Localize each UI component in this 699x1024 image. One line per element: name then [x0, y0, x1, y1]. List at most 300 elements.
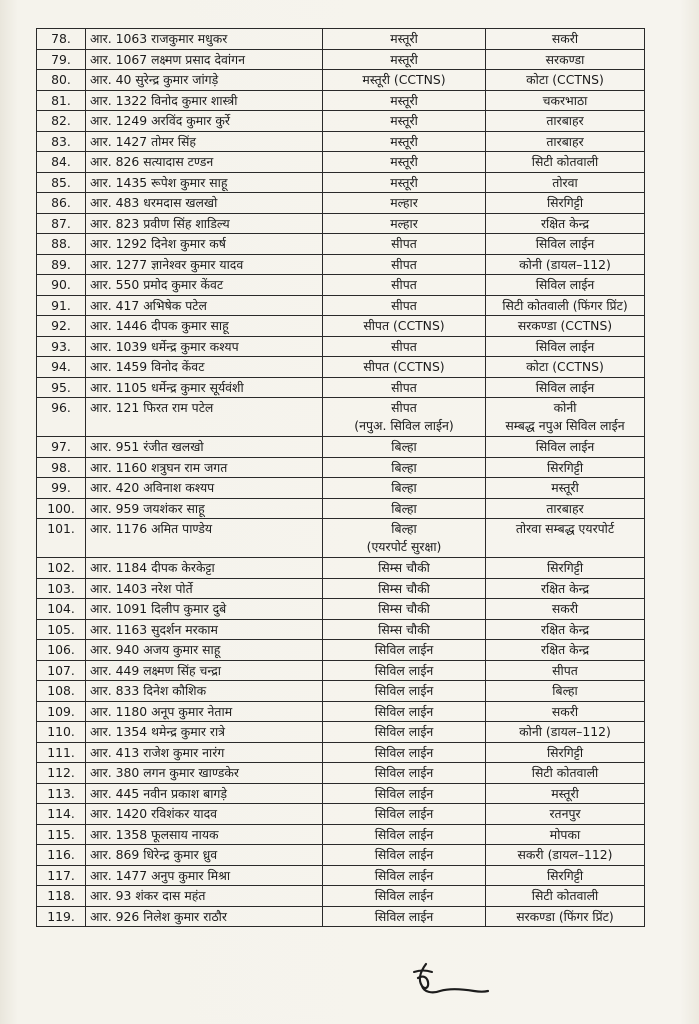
- name-cell-line: आर. 1039 धर्मेन्द्र कुमार कश्यप: [90, 338, 239, 354]
- from-station-cell: [323, 681, 486, 702]
- table-row: [37, 90, 645, 111]
- name-cell: [86, 906, 323, 927]
- to-station-cell-line: सरकण्डा (CCTNS): [517, 318, 613, 333]
- serial-cell: [37, 90, 86, 111]
- to-station-cell-line: सिविल लाईन: [535, 277, 595, 292]
- serial-cell: [37, 660, 86, 681]
- serial-cell: [37, 804, 86, 825]
- serial-cell-line: 79.: [51, 51, 71, 67]
- name-cell: [86, 804, 323, 825]
- from-station-cell-line: बिल्हा: [391, 521, 417, 536]
- to-station-cell-line: सकरी: [551, 703, 579, 719]
- serial-cell-line: 87.: [51, 215, 71, 231]
- serial-cell: [37, 824, 86, 845]
- from-station-cell-line: सीपत: [391, 400, 417, 415]
- serial-cell-line: 89.: [51, 256, 71, 272]
- from-station-cell-line: सिम्स चौकी: [378, 560, 430, 575]
- name-cell: [86, 295, 323, 316]
- name-cell: [86, 29, 323, 50]
- name-cell: [86, 457, 323, 478]
- name-cell-line: आर. 826 सत्यादास टण्डन: [90, 154, 214, 169]
- from-station-cell: [323, 742, 486, 763]
- name-cell: [86, 681, 323, 702]
- to-station-cell-line: रक्षित केन्द्र: [540, 642, 590, 657]
- to-station-cell-line: सम्बद्ध नपुअ सिविल लाईन: [505, 418, 625, 433]
- serial-cell: [37, 886, 86, 907]
- table-row: [37, 131, 645, 152]
- serial-cell: [37, 619, 86, 640]
- from-station-cell-line: मस्तूरी: [390, 113, 418, 128]
- to-station-cell: [486, 701, 645, 722]
- serial-cell-line: 92.: [51, 318, 71, 333]
- from-station-cell-line: सिविल लाईन: [374, 703, 434, 719]
- table-row: [37, 599, 645, 620]
- name-cell: [86, 824, 323, 845]
- name-cell-line: आर. 1160 शत्रुघन राम जगत: [90, 459, 228, 475]
- name-cell: [86, 70, 323, 91]
- table-row: [37, 49, 645, 70]
- from-station-cell: [323, 906, 486, 927]
- name-cell: [86, 234, 323, 255]
- table-row: [37, 701, 645, 722]
- from-station-cell-line: सिविल लाईन: [374, 826, 434, 842]
- table-row: [37, 519, 645, 558]
- to-station-cell: [486, 886, 645, 907]
- table-row: [37, 478, 645, 499]
- table-row: [37, 29, 645, 50]
- serial-cell: [37, 29, 86, 50]
- name-cell-line: आर. 951 रंजीत खलखो: [90, 439, 204, 454]
- name-cell-line: आर. 1163 सुदर्शन मरकाम: [90, 621, 218, 637]
- serial-cell-line: 105.: [47, 621, 75, 637]
- name-cell: [86, 193, 323, 214]
- name-cell-line: आर. 1358 फूलसाय नायक: [90, 826, 219, 842]
- table-row: [37, 824, 645, 845]
- from-station-cell: [323, 29, 486, 50]
- serial-cell-line: 90.: [51, 277, 71, 292]
- to-station-cell-line: तारबाहर: [546, 133, 584, 149]
- from-station-cell-line: मस्तूरी: [390, 133, 418, 149]
- from-station-cell-line: मस्तूरी: [390, 154, 418, 169]
- table-row: [37, 377, 645, 398]
- name-cell: [86, 763, 323, 784]
- from-station-cell-line: सिविल लाईन: [374, 642, 434, 657]
- transfer-table-body: [37, 29, 645, 927]
- to-station-cell: [486, 152, 645, 173]
- name-cell: [86, 213, 323, 234]
- from-station-cell-line: सीपत: [391, 256, 417, 272]
- table-row: [37, 152, 645, 173]
- serial-cell-line: 82.: [51, 113, 71, 128]
- table-row: [37, 316, 645, 337]
- to-station-cell: [486, 90, 645, 111]
- to-station-cell-line: रक्षित केन्द्र: [540, 215, 590, 231]
- to-station-cell: [486, 316, 645, 337]
- from-station-cell: [323, 640, 486, 661]
- serial-cell-line: 99.: [51, 480, 71, 495]
- from-station-cell-line: मस्तूरी: [390, 174, 418, 190]
- to-station-cell-line: सिविल लाईन: [535, 236, 595, 251]
- serial-cell-line: 108.: [47, 683, 75, 698]
- to-station-cell: [486, 498, 645, 519]
- from-station-cell: [323, 90, 486, 111]
- from-station-cell: [323, 213, 486, 234]
- name-cell-line: आर. 483 धरमदास खलखो: [90, 195, 218, 210]
- from-station-cell: [323, 254, 486, 275]
- to-station-cell: [486, 599, 645, 620]
- from-station-cell: [323, 498, 486, 519]
- serial-cell: [37, 316, 86, 337]
- from-station-cell-line: सिविल लाईन: [374, 765, 434, 780]
- serial-cell: [37, 681, 86, 702]
- from-station-cell: [323, 377, 486, 398]
- name-cell: [86, 701, 323, 722]
- to-station-cell-line: सिरगिट्टी: [546, 195, 584, 210]
- name-cell: [86, 660, 323, 681]
- from-station-cell: [323, 886, 486, 907]
- table-row: [37, 254, 645, 275]
- to-station-cell: [486, 640, 645, 661]
- to-station-cell-line: सिरगिट्टी: [546, 459, 584, 475]
- serial-cell-line: 98.: [51, 459, 71, 475]
- name-cell: [86, 254, 323, 275]
- from-station-cell: [323, 234, 486, 255]
- serial-cell-line: 100.: [47, 500, 75, 516]
- to-station-cell-line: रक्षित केन्द्र: [540, 580, 590, 596]
- serial-cell: [37, 519, 86, 558]
- to-station-cell-line: तारबाहर: [546, 113, 584, 128]
- to-station-cell-line: मस्तूरी: [551, 480, 579, 495]
- from-station-cell-line: सिविल लाईन: [374, 662, 434, 678]
- from-station-cell: [323, 783, 486, 804]
- to-station-cell: [486, 275, 645, 296]
- to-station-cell: [486, 193, 645, 214]
- to-station-cell-line: सकरी: [551, 601, 579, 616]
- serial-cell-line: 86.: [51, 195, 71, 210]
- table-row: [37, 865, 645, 886]
- name-cell-line: आर. 1091 दिलीप कुमार दुबे: [90, 601, 227, 616]
- serial-cell: [37, 49, 86, 70]
- from-station-cell: [323, 275, 486, 296]
- to-station-cell-line: चकरभाठा: [542, 92, 588, 108]
- to-station-cell: [486, 660, 645, 681]
- to-station-cell-line: सकरी (डायल–112): [517, 847, 613, 862]
- table-row: [37, 742, 645, 763]
- from-station-cell: [323, 357, 486, 378]
- from-station-cell-line: सिविल लाईन: [374, 724, 434, 739]
- serial-cell: [37, 845, 86, 866]
- serial-cell: [37, 865, 86, 886]
- name-cell-line: आर. 1277 ज्ञानेश्वर कुमार यादव: [90, 256, 244, 272]
- to-station-cell: [486, 172, 645, 193]
- name-cell: [86, 398, 323, 437]
- name-cell-line: आर. 417 अभिषेक पटेल: [90, 297, 207, 313]
- to-station-cell: [486, 681, 645, 702]
- serial-cell: [37, 498, 86, 519]
- serial-cell-line: 107.: [47, 662, 75, 678]
- signature-image: [404, 958, 494, 998]
- serial-cell: [37, 701, 86, 722]
- serial-cell: [37, 213, 86, 234]
- to-station-cell-line: तोरवा: [552, 174, 578, 190]
- table-row: [37, 275, 645, 296]
- to-station-cell: [486, 336, 645, 357]
- from-station-cell: [323, 316, 486, 337]
- table-row: [37, 681, 645, 702]
- to-station-cell: [486, 619, 645, 640]
- table-row: [37, 437, 645, 458]
- to-station-cell-line: सीपत: [552, 662, 578, 678]
- name-cell-line: आर. 823 प्रवीण सिंह शाडिल्य: [90, 215, 230, 231]
- table-row: [37, 336, 645, 357]
- name-cell: [86, 722, 323, 743]
- serial-cell-line: 113.: [47, 785, 75, 801]
- name-cell: [86, 865, 323, 886]
- serial-cell-line: 116.: [47, 847, 75, 862]
- serial-cell-line: 81.: [51, 92, 71, 108]
- serial-cell-line: 97.: [51, 439, 71, 454]
- name-cell: [86, 783, 323, 804]
- to-station-cell: [486, 29, 645, 50]
- table-row: [37, 357, 645, 378]
- to-station-cell: [486, 49, 645, 70]
- name-cell-line: आर. 1292 दिनेश कुमार कर्ष: [90, 236, 226, 251]
- to-station-cell-line: सकरी: [551, 31, 579, 46]
- name-cell: [86, 172, 323, 193]
- to-station-cell: [486, 357, 645, 378]
- table-row: [37, 660, 645, 681]
- table-row: [37, 457, 645, 478]
- table-row: [37, 498, 645, 519]
- serial-cell: [37, 172, 86, 193]
- serial-cell-line: 91.: [51, 297, 71, 313]
- serial-cell: [37, 906, 86, 927]
- serial-cell-line: 88.: [51, 236, 71, 251]
- table-row: [37, 398, 645, 437]
- name-cell-line: आर. 869 धिरेन्द्र कुमार ध्रुव: [90, 847, 218, 862]
- from-station-cell-line: सीपत: [391, 297, 417, 313]
- from-station-cell: [323, 478, 486, 499]
- transfer-table: [36, 28, 645, 927]
- from-station-cell: [323, 398, 486, 437]
- from-station-cell-line: सीपत: [391, 379, 417, 395]
- table-row: [37, 558, 645, 579]
- table-row: [37, 763, 645, 784]
- from-station-cell-line: बिल्हा: [391, 480, 417, 495]
- name-cell: [86, 578, 323, 599]
- serial-cell-line: 80.: [51, 72, 71, 87]
- serial-cell-line: 84.: [51, 154, 71, 169]
- name-cell: [86, 336, 323, 357]
- to-station-cell: [486, 131, 645, 152]
- serial-cell: [37, 722, 86, 743]
- table-row: [37, 295, 645, 316]
- serial-cell-line: 106.: [47, 642, 75, 657]
- serial-cell: [37, 336, 86, 357]
- serial-cell-line: 111.: [47, 744, 75, 760]
- serial-cell-line: 118.: [47, 888, 75, 903]
- to-station-cell: [486, 437, 645, 458]
- name-cell-line: आर. 940 अजय कुमार साहू: [90, 642, 221, 657]
- to-station-cell-line: सिटी कोतवाली: [531, 765, 599, 780]
- from-station-cell: [323, 660, 486, 681]
- from-station-cell: [323, 824, 486, 845]
- to-station-cell-line: सिविल लाईन: [535, 338, 595, 354]
- from-station-cell-line: सिविल लाईन: [374, 847, 434, 862]
- from-station-cell: [323, 722, 486, 743]
- name-cell-line: आर. 1063 राजकुमार मधुकर: [90, 31, 228, 46]
- name-cell-line: आर. 550 प्रमोद कुमार केंवट: [90, 277, 224, 292]
- to-station-cell-line: कोनी (डायल–112): [519, 256, 611, 272]
- name-cell: [86, 619, 323, 640]
- from-station-cell: [323, 295, 486, 316]
- from-station-cell-line: सिविल लाईन: [374, 683, 434, 698]
- table-row: [37, 193, 645, 214]
- serial-cell: [37, 357, 86, 378]
- name-cell-line: आर. 926 निलेश कुमार राठौर: [90, 908, 227, 924]
- serial-cell-line: 114.: [47, 806, 75, 821]
- from-station-cell-line: सिविल लाईन: [374, 867, 434, 883]
- serial-cell-line: 110.: [47, 724, 75, 739]
- from-station-cell-line: बिल्हा: [391, 459, 417, 475]
- from-station-cell: [323, 193, 486, 214]
- from-station-cell: [323, 152, 486, 173]
- name-cell: [86, 519, 323, 558]
- name-cell-line: आर. 413 राजेश कुमार नारंग: [90, 744, 225, 760]
- to-station-cell-line: रतनपुर: [549, 806, 581, 821]
- serial-cell-line: 85.: [51, 174, 71, 190]
- serial-cell: [37, 763, 86, 784]
- serial-cell: [37, 254, 86, 275]
- table-row: [37, 804, 645, 825]
- table-row: [37, 578, 645, 599]
- name-cell-line: आर. 121 फिरत राम पटेल: [90, 400, 214, 415]
- from-station-cell-line: बिल्हा: [391, 500, 417, 516]
- serial-cell: [37, 398, 86, 437]
- to-station-cell: [486, 111, 645, 132]
- to-station-cell-line: मोपका: [549, 826, 581, 842]
- from-station-cell-line: मस्तूरी: [390, 92, 418, 108]
- to-station-cell-line: तोरवा सम्बद्ध एयरपोर्ट: [515, 521, 615, 536]
- serial-cell: [37, 131, 86, 152]
- serial-cell: [37, 437, 86, 458]
- serial-cell-line: 115.: [47, 826, 75, 842]
- from-station-cell: [323, 845, 486, 866]
- to-station-cell-line: सिटी कोतवाली (फिंगर प्रिंट): [502, 297, 628, 313]
- name-cell-line: आर. 1446 दीपक कुमार साहू: [90, 318, 229, 333]
- to-station-cell: [486, 213, 645, 234]
- from-station-cell: [323, 519, 486, 558]
- to-station-cell-line: रक्षित केन्द्र: [540, 621, 590, 637]
- serial-cell: [37, 377, 86, 398]
- from-station-cell-line: सिविल लाईन: [374, 785, 434, 801]
- to-station-cell: [486, 478, 645, 499]
- from-station-cell-line: सिविल लाईन: [374, 806, 434, 821]
- serial-cell-line: 102.: [47, 560, 75, 575]
- from-station-cell: [323, 578, 486, 599]
- name-cell: [86, 275, 323, 296]
- name-cell-line: आर. 1105 धर्मेन्द्र कुमार सूर्यवंशी: [90, 379, 244, 395]
- serial-cell: [37, 742, 86, 763]
- name-cell-line: आर. 1420 रविशंकर यादव: [90, 806, 218, 821]
- from-station-cell-line: सिम्स चौकी: [378, 621, 430, 637]
- serial-cell: [37, 478, 86, 499]
- name-cell-line: आर. 380 लगन कुमार खाण्डकेर: [90, 765, 239, 780]
- name-cell-line: आर. 1322 विनोद कुमार शास्त्री: [90, 92, 238, 108]
- name-cell: [86, 90, 323, 111]
- table-row: [37, 886, 645, 907]
- serial-cell: [37, 558, 86, 579]
- serial-cell: [37, 457, 86, 478]
- from-station-cell-line: सिविल लाईन: [374, 908, 434, 924]
- from-station-cell-line: (नपुअ. सिविल लाईन): [354, 418, 454, 433]
- to-station-cell-line: सिटी कोतवाली: [531, 154, 599, 169]
- from-station-cell: [323, 763, 486, 784]
- name-cell: [86, 437, 323, 458]
- to-station-cell-line: कोटा (CCTNS): [526, 72, 604, 87]
- serial-cell-line: 95.: [51, 379, 71, 395]
- name-cell-line: आर. 1180 अनूप कुमार नेताम: [90, 703, 233, 719]
- to-station-cell: [486, 824, 645, 845]
- table-row: [37, 906, 645, 927]
- name-cell-line: आर. 1067 लक्ष्मण प्रसाद देवांगन: [90, 51, 245, 67]
- serial-cell-line: 101.: [47, 521, 75, 536]
- from-station-cell: [323, 172, 486, 193]
- from-station-cell-line: (एयरपोर्ट सुरक्षा): [366, 539, 442, 554]
- to-station-cell-line: सिविल लाईन: [535, 439, 595, 454]
- to-station-cell: [486, 234, 645, 255]
- name-cell: [86, 478, 323, 499]
- to-station-cell: [486, 519, 645, 558]
- name-cell-line: आर. 1184 दीपक केरकेट्टा: [90, 560, 215, 575]
- to-station-cell: [486, 398, 645, 437]
- name-cell: [86, 152, 323, 173]
- table-row: [37, 845, 645, 866]
- table-row: [37, 783, 645, 804]
- serial-cell-line: 119.: [47, 908, 75, 924]
- name-cell-line: आर. 445 नवीन प्रकाश बागड़े: [90, 785, 228, 801]
- serial-cell: [37, 578, 86, 599]
- serial-cell: [37, 152, 86, 173]
- serial-cell-line: 117.: [47, 867, 75, 883]
- name-cell-line: आर. 1427 तोमर सिंह: [90, 133, 196, 149]
- from-station-cell-line: मस्तूरी (CCTNS): [362, 72, 446, 87]
- serial-cell: [37, 783, 86, 804]
- name-cell: [86, 558, 323, 579]
- serial-cell: [37, 70, 86, 91]
- name-cell-line: आर. 833 दिनेश कौशिक: [90, 683, 207, 698]
- name-cell: [86, 357, 323, 378]
- serial-cell: [37, 295, 86, 316]
- table-row: [37, 213, 645, 234]
- from-station-cell-line: सिविल लाईन: [374, 744, 434, 760]
- table-row: [37, 619, 645, 640]
- from-station-cell-line: मस्तूरी: [390, 31, 418, 46]
- from-station-cell-line: सिविल लाईन: [374, 888, 434, 903]
- from-station-cell: [323, 437, 486, 458]
- from-station-cell-line: सीपत: [391, 236, 417, 251]
- name-cell: [86, 498, 323, 519]
- to-station-cell-line: सिरगिट्टी: [546, 560, 584, 575]
- to-station-cell-line: मस्तूरी: [551, 785, 579, 801]
- to-station-cell-line: कोनी: [553, 400, 577, 415]
- from-station-cell: [323, 336, 486, 357]
- to-station-cell-line: सिटी कोतवाली: [531, 888, 599, 903]
- serial-cell: [37, 234, 86, 255]
- from-station-cell: [323, 111, 486, 132]
- name-cell: [86, 742, 323, 763]
- to-station-cell-line: तारबाहर: [546, 500, 584, 516]
